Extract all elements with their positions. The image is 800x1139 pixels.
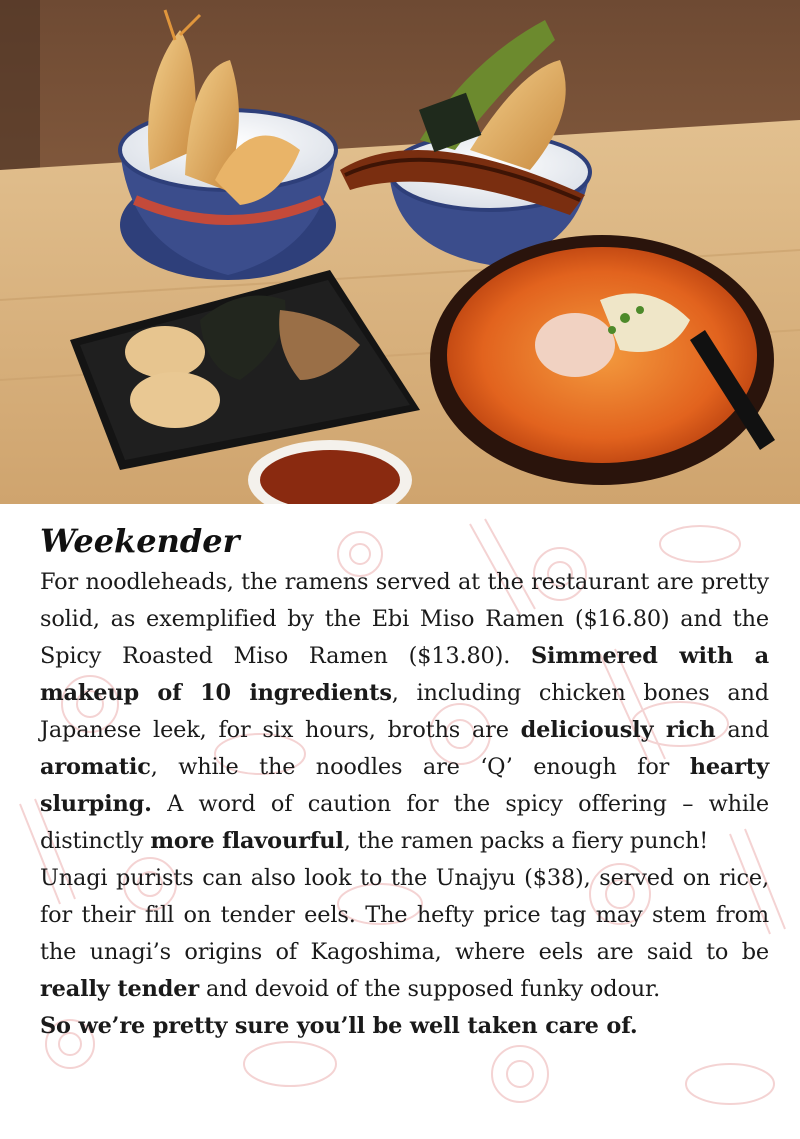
- paragraph1-run: A word of caution for the spicy offering – while distinctly: [40, 791, 769, 854]
- paragraph-unagi: [40, 860, 769, 1008]
- paragraph1-run: , including chicken bones and Japanese leek, for six hours, broths are: [40, 680, 769, 743]
- paragraph1-run: , the ramen packs a fiery punch!: [343, 828, 709, 854]
- paragraph-ramen: [40, 564, 769, 860]
- article-section: [0, 504, 800, 1139]
- paragraph1-run: deliciously rich: [520, 717, 716, 743]
- paragraph1-run: Simmered with a makeup of 10 ingredients: [40, 643, 769, 706]
- paragraph1-run: For noodleheads, the ramens served at the restaurant are pretty solid, as exemplified by the Ebi Miso Ramen ($16.80) and the Spicy Roasted Miso Ramen ($13.80).: [40, 569, 769, 669]
- ramen-bowl: [430, 235, 775, 485]
- paragraph1-run: more flavourful: [150, 828, 344, 854]
- food-photo: [0, 0, 800, 504]
- article-body: [40, 518, 769, 1045]
- article-title: Weekender: [40, 522, 240, 560]
- paragraph1-run: hearty slurping.: [40, 754, 769, 817]
- paragraph1-run: and: [715, 717, 770, 743]
- paragraph1-run: aromatic: [40, 754, 151, 780]
- paragraph2-run: and devoid of the supposed funky odour.: [198, 976, 661, 1002]
- paragraph2-run: Unagi purists can also look to the Unajyu ($38), served on rice, for their fill on tender eels. The hefty price tag may stem from the unagi’s origins of Kagoshima, where eels are said to be: [40, 865, 769, 965]
- paragraph1-run: , while the noodles are ‘Q’ enough for: [150, 754, 690, 780]
- closing-line: So we’re pretty sure you’ll be well taken care of.: [40, 1013, 638, 1039]
- paragraph2-run: really tender: [40, 976, 199, 1002]
